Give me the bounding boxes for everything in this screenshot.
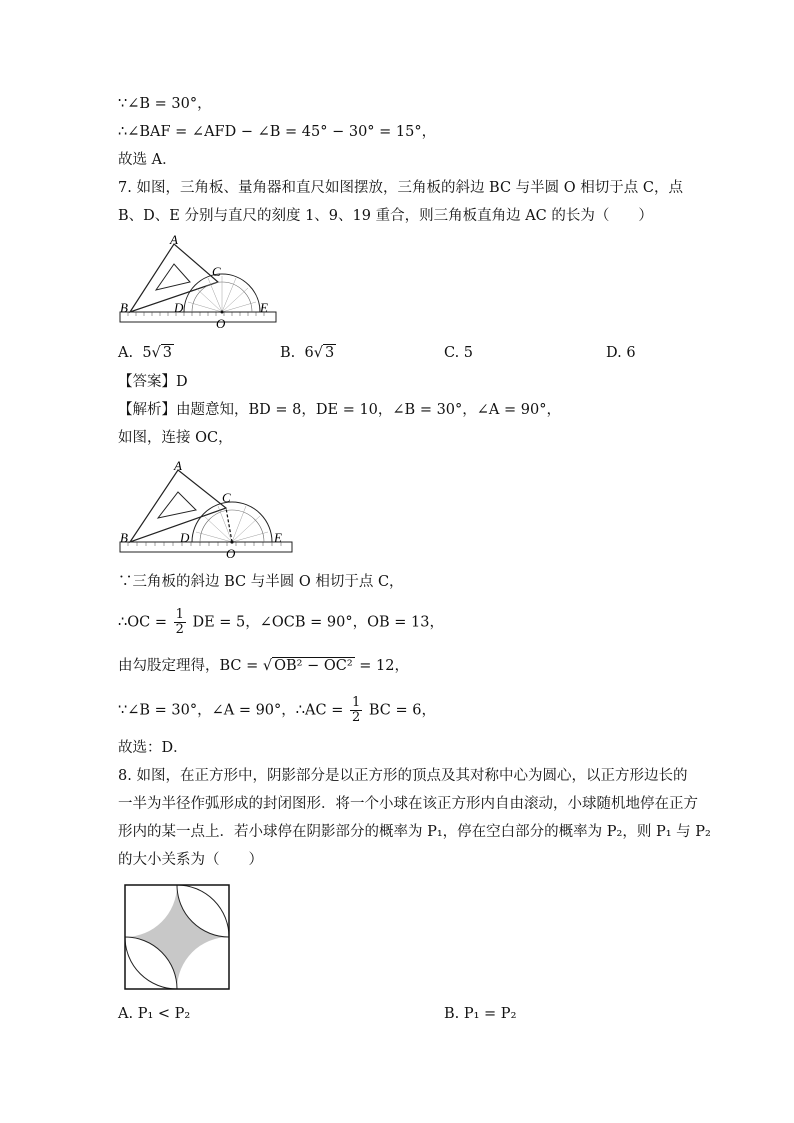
option-7-B — [280, 343, 336, 363]
label-B: B — [120, 300, 128, 315]
expr-prefix: 由勾股定理得，BC = — [118, 658, 259, 674]
explanation-line-6 — [118, 696, 436, 725]
expr-prefix: ∴OC = — [118, 614, 167, 631]
text-line-1: ∵∠B = 30°， — [118, 96, 212, 112]
option-8-B: B. P₁ = P₂ — [444, 1006, 517, 1022]
question-8-line-3: 形内的某一点上．若小球停在阴影部分的概率为 P₁，停在空白部分的概率为 P₂，则 P₁ 与 P₂ — [118, 824, 711, 840]
text-line-2: ∴∠BAF = ∠AFD − ∠B = 45° − 30° = 15°， — [118, 124, 437, 140]
label-E: E — [260, 300, 268, 315]
label-D: D — [174, 300, 184, 315]
fraction-half — [174, 608, 186, 637]
text-line-3: 故选 A． — [118, 152, 177, 168]
option-coef: 6 — [304, 345, 314, 361]
label-D: D — [180, 530, 190, 545]
expr-suffix: = 12， — [359, 658, 409, 674]
frac-den: 2 — [175, 622, 184, 637]
label-E: E — [274, 530, 282, 545]
option-7-D: D. 6 — [606, 345, 636, 361]
option-7-C: C. 5 — [444, 345, 474, 361]
question-8-line-2: 一半为半径作弧形成的封闭图形．将一个小球在该正方形内自由滚动，小球随机地停在正方 — [118, 796, 698, 812]
label-B: B — [120, 530, 128, 545]
expr-prefix: ∵∠B = 30°，∠A = 90°，∴AC = — [118, 702, 344, 719]
figure-square-shaded — [122, 882, 232, 992]
explanation-line-1: 【解析】由题意知，BD = 8，DE = 10，∠B = 30°，∠A = 90°， — [118, 402, 561, 418]
radicand: OB² − OC² — [274, 658, 353, 674]
explanation-line-3: ∵三角板的斜边 BC 与半圆 O 相切于点 C， — [118, 574, 404, 590]
sqrt-symbol: √ — [313, 345, 323, 361]
figure-triangle-protractor-1 — [118, 232, 280, 330]
question-8-line-4: 的大小关系为（ ） — [118, 852, 263, 868]
explanation-line-7: 故选：D． — [118, 740, 188, 756]
expr-suffix: BC = 6， — [368, 702, 436, 719]
option-label: A. — [118, 345, 134, 361]
answer-7: 【答案】D — [118, 374, 188, 390]
label-O: O — [216, 316, 226, 330]
radicand: 3 — [162, 345, 173, 361]
option-8-A: A. P₁ < P₂ — [118, 1006, 191, 1022]
explanation-line-5 — [118, 656, 409, 676]
explanation-line-2: 如图，连接 OC， — [118, 430, 233, 446]
option-coef: 5 — [142, 345, 152, 361]
frac-den: 2 — [351, 710, 361, 725]
option-7-A — [118, 343, 174, 363]
sqrt-symbol: √ — [151, 345, 161, 361]
frac-num: 1 — [175, 607, 184, 622]
question-8-line-1: 8. 如图，在正方形中，阴影部分是以正方形的顶点及其对称中心为圆心，以正方形边长的 — [118, 768, 688, 784]
question-7-line-1: 7. 如图，三角板、量角器和直尺如图摆放，三角板的斜边 BC 与半圆 O 相切于点 C，点 — [118, 180, 683, 196]
figure-triangle-protractor-2 — [118, 456, 296, 560]
question-7-line-2: B、D、E 分别与直尺的刻度 1、9、19 重合，则三角板直角边 AC 的长为（ ） — [118, 208, 653, 224]
option-label: B. — [280, 345, 296, 361]
expr-suffix: DE = 5，∠OCB = 90°，OB = 13， — [192, 614, 444, 631]
label-C: C — [222, 490, 231, 505]
label-O: O — [226, 546, 236, 560]
sqrt-symbol: √ — [262, 658, 273, 674]
radicand: 3 — [324, 345, 335, 361]
explanation-line-4 — [118, 608, 444, 637]
label-A: A — [170, 232, 178, 247]
fraction-half — [350, 696, 362, 725]
frac-num: 1 — [351, 695, 361, 710]
label-C: C — [212, 264, 221, 279]
label-A: A — [174, 458, 182, 473]
